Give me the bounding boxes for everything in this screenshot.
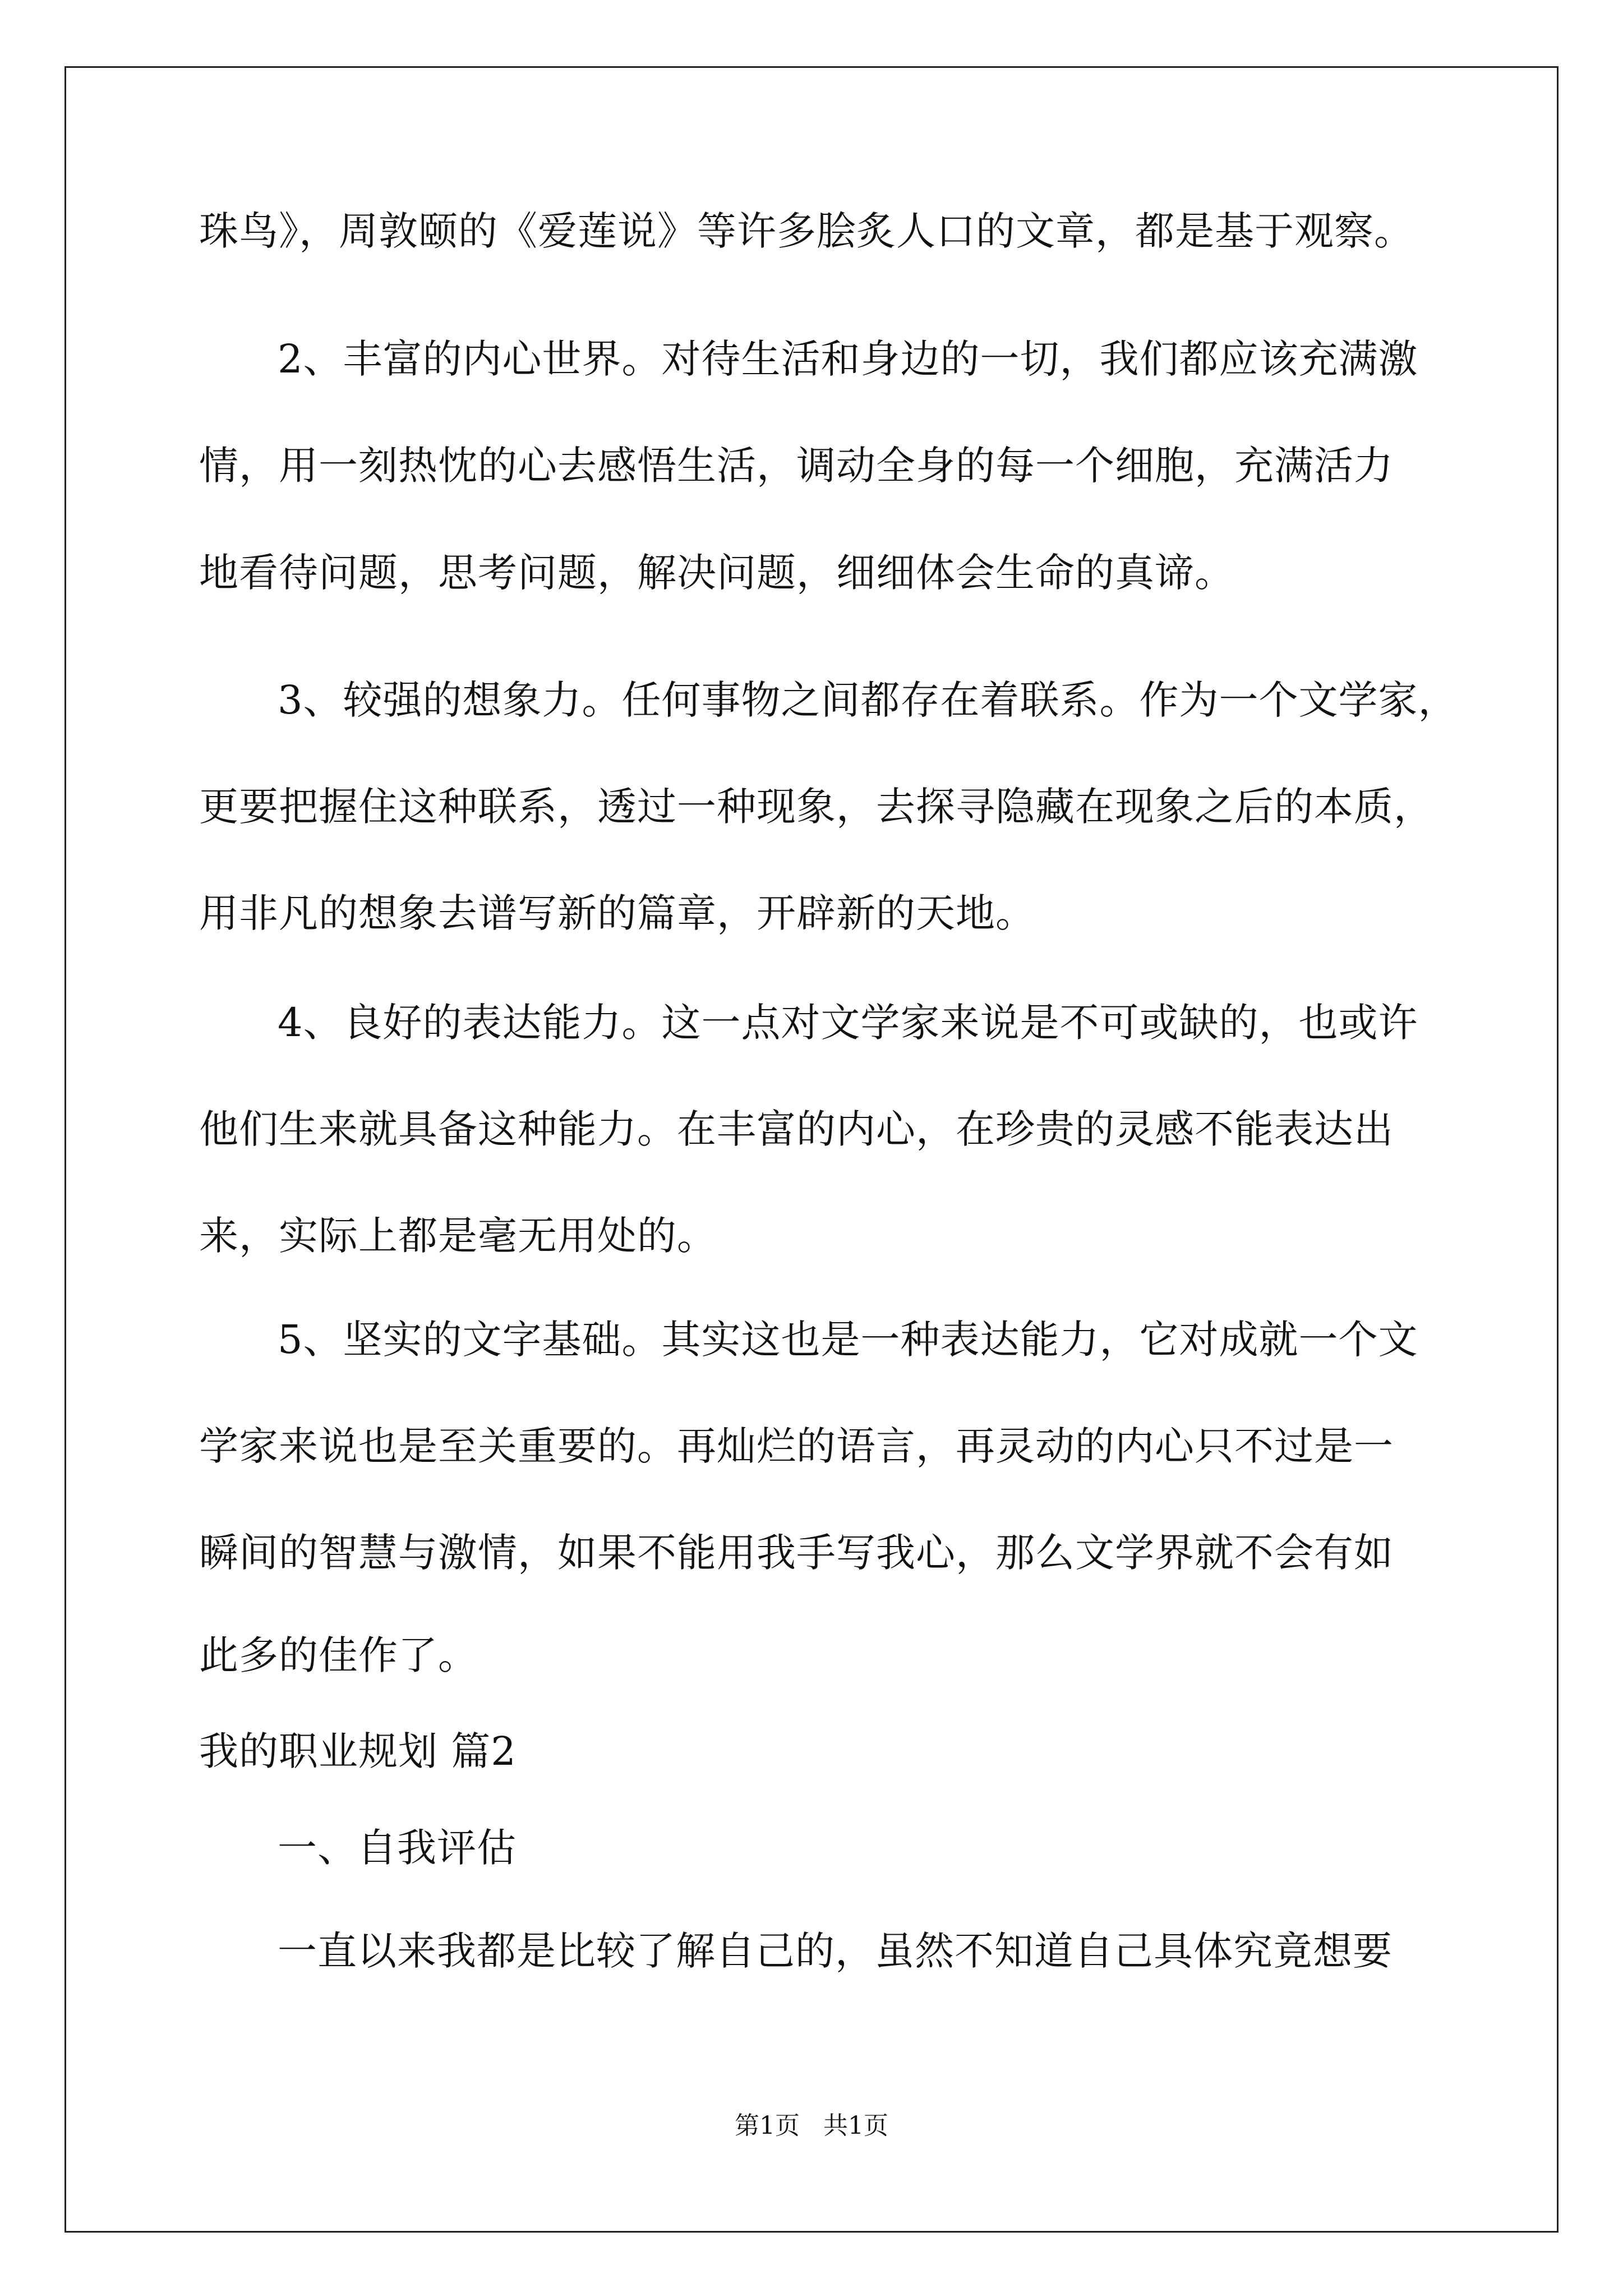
text-line-12: 学家来说也是至关重要的。再灿烂的语言，再灵动的内心只不过是一 (199, 1423, 1394, 1469)
text-line-1: 珠鸟》，周敦颐的《爱莲说》等许多脍炙人口的文章，都是基于观察。 (199, 208, 1414, 254)
subsection-heading: 一、自我评估 (278, 1825, 517, 1871)
text-line-8: 4、良好的表达能力。这一点对文学家来说是不可或缺的，也或许 (278, 1000, 1418, 1046)
text-line-5: 3、较强的想象力。任何事物之间都存在着联系。作为一个文学家， (278, 677, 1458, 723)
text-line-7: 用非凡的想象去谱写新的篇章，开辟新的天地。 (199, 890, 1035, 936)
section-heading: 我的职业规划 篇2 (199, 1728, 517, 1774)
text-line-10: 来，实际上都是毫无用处的。 (199, 1213, 717, 1259)
text-line-17: 一直以来我都是比较了解自己的，虽然不知道自己具体究竟想要 (278, 1928, 1393, 1974)
text-line-9: 他们生来就具备这种能力。在丰富的内心，在珍贵的灵感不能表达出 (199, 1106, 1394, 1152)
page-footer: 第1页 共1页 (735, 2111, 888, 2140)
text-line-14: 此多的佳作了。 (199, 1632, 478, 1678)
text-line-4: 地看待问题，思考问题，解决问题，细细体会生命的真谛。 (199, 550, 1234, 596)
text-line-3: 情，用一刻热忱的心去感悟生活，调动全身的每一个细胞，充满活力 (199, 443, 1394, 489)
text-line-11: 5、坚实的文字基础。其实这也是一种表达能力，它对成就一个文 (278, 1317, 1418, 1363)
text-line-6: 更要把握住这种联系，透过一种现象，去探寻隐藏在现象之后的本质， (199, 784, 1433, 830)
text-line-13: 瞬间的智慧与激情，如果不能用我手写我心，那么文学界就不会有如 (199, 1530, 1394, 1576)
text-line-2: 2、丰富的内心世界。对待生活和身边的一切，我们都应该充满激 (278, 336, 1418, 382)
